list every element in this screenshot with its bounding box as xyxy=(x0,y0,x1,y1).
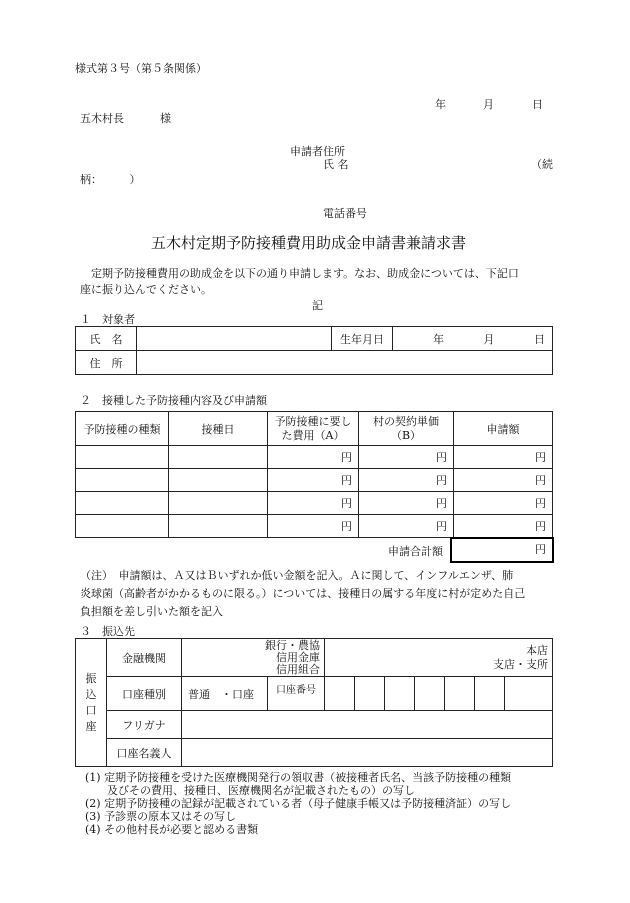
dob-day: 日 xyxy=(534,332,545,346)
account-digit-cell[interactable] xyxy=(415,677,445,711)
branch-type-2: 支店・支所 xyxy=(493,657,548,671)
table-row xyxy=(76,515,553,538)
furigana-field[interactable] xyxy=(182,711,553,739)
subject-name-label: 氏 名 xyxy=(76,327,137,351)
date-month-label: 月 xyxy=(483,98,494,111)
phone-label: 電話番号 xyxy=(323,207,367,220)
vaccination-date-cell[interactable] xyxy=(169,492,268,515)
attachment-2: (2) 定期予防接種の記録が記載されている者（母子健康手帳又は予防接種済証）の写し xyxy=(85,797,512,810)
table-row xyxy=(76,446,553,469)
bank-type-3: 信用組合 xyxy=(276,662,320,676)
attachment-1: (1) 定期予防接種を受けた医療機関発行の領収書（被接種者氏名、当該予防接種の種類 xyxy=(85,771,512,784)
vaccination-date-cell[interactable] xyxy=(169,469,268,492)
vaccine-type-cell[interactable] xyxy=(76,515,169,538)
vaccination-table xyxy=(75,411,553,538)
branch-type-1: 本店 xyxy=(526,643,548,657)
table-row xyxy=(76,492,553,515)
date-year-label: 年 xyxy=(435,98,446,111)
subject-name-field[interactable] xyxy=(137,327,332,351)
vaccination-date-cell[interactable] xyxy=(169,515,268,538)
page-title: 五木村定期予防接種費用助成金申請書兼請求書 xyxy=(151,234,467,252)
claim-amount-cell[interactable]: 円 xyxy=(454,515,553,538)
unit-price-b-cell[interactable]: 円 xyxy=(359,469,454,492)
subject-address-label: 住 所 xyxy=(76,351,137,375)
cost-a-cell[interactable]: 円 xyxy=(268,515,359,538)
transfer-account-side-label xyxy=(76,639,107,767)
side-char-3: 口 xyxy=(85,703,97,717)
account-digit-cell[interactable] xyxy=(475,677,505,711)
dob-year: 年 xyxy=(433,332,444,346)
account-number-label: 口座番号 xyxy=(268,677,325,711)
side-char-4: 座 xyxy=(85,719,97,733)
note-line-3: 負担額を差し引いた額を記入 xyxy=(80,605,223,618)
attachment-4: (4) その他村長が必要と認める書類 xyxy=(85,823,259,836)
total-yen: 円 xyxy=(535,543,546,556)
header-vaccination-date: 接種日 xyxy=(169,412,268,446)
ki-label: 記 xyxy=(312,299,323,312)
branch-name-field[interactable] xyxy=(325,639,553,677)
header-unit-price-b xyxy=(359,412,454,446)
account-digit-cell[interactable] xyxy=(385,677,415,711)
dob-month: 月 xyxy=(483,332,495,346)
vaccine-type-cell[interactable] xyxy=(76,446,169,469)
claim-amount-cell[interactable]: 円 xyxy=(454,446,553,469)
unit-price-b-cell[interactable]: 円 xyxy=(359,446,454,469)
intro-line-1: 定期予防接種費用の助成金を以下の通り申請します。なお、助成金については、下記口 xyxy=(91,267,519,280)
account-type-value[interactable]: 普通 ・口座 xyxy=(182,677,268,711)
subject-table xyxy=(75,326,553,375)
section1-heading: １ 対象者 xyxy=(80,313,135,326)
claim-amount-cell[interactable]: 円 xyxy=(454,469,553,492)
table-row xyxy=(76,469,553,492)
header-vaccine-type: 予防接種の種類 xyxy=(76,412,169,446)
vaccine-type-cell[interactable] xyxy=(76,492,169,515)
account-type-label: 口座種別 xyxy=(107,677,182,711)
relation-close: 柄： ） xyxy=(80,173,141,186)
addressee-name: 五木村長 xyxy=(80,112,124,125)
side-char-1: 振 xyxy=(85,671,97,685)
total-amount-field[interactable] xyxy=(450,537,554,563)
dob-label: 生年月日 xyxy=(332,327,393,351)
dob-field[interactable] xyxy=(393,327,553,351)
claim-amount-cell[interactable]: 円 xyxy=(454,492,553,515)
unit-price-b-cell[interactable]: 円 xyxy=(359,515,454,538)
account-digit-cell[interactable] xyxy=(505,677,553,711)
account-holder-field[interactable] xyxy=(182,739,553,767)
header-unit-price-b-line1: 村の契約単価 xyxy=(373,414,439,428)
account-digit-cell[interactable] xyxy=(355,677,385,711)
header-unit-price-b-line2: （B） xyxy=(390,428,422,442)
total-label: 申請合計額 xyxy=(388,545,443,558)
note-line-2: 炎球菌（高齢者がかかるものに限る。）については、接種日の属する年度に村が定めた自己 xyxy=(80,587,526,600)
account-digit-cell[interactable] xyxy=(445,677,475,711)
relation-open: （続 xyxy=(531,158,553,171)
form-number: 様式第３号（第５条関係） xyxy=(75,62,207,75)
applicant-address-label: 申請者住所 xyxy=(290,145,345,158)
note-line-1: （注） 申請額は、Ａ又はＢいずれか低い金額を記入。Ａに関して、インフルエンザ、肺 xyxy=(80,569,514,582)
applicant-name-label: 氏 名 xyxy=(323,158,349,171)
vaccination-date-cell[interactable] xyxy=(169,446,268,469)
institution-label: 金融機関 xyxy=(107,639,182,677)
side-char-2: 込 xyxy=(85,687,97,701)
subject-address-field[interactable] xyxy=(137,351,553,375)
vaccine-type-cell[interactable] xyxy=(76,469,169,492)
attachment-3: (3) 予診票の原本又はその写し xyxy=(85,810,237,823)
bank-type-1: 銀行・農協 xyxy=(265,638,320,652)
header-cost-a-line2: た費用（A） xyxy=(281,428,345,442)
unit-price-b-cell[interactable]: 円 xyxy=(359,492,454,515)
bank-table xyxy=(75,638,553,767)
bank-type-2: 信用金庫 xyxy=(276,650,320,664)
header-cost-a xyxy=(268,412,359,446)
cost-a-cell[interactable]: 円 xyxy=(268,469,359,492)
section2-heading: ２ 接種した予防接種内容及び申請額 xyxy=(80,394,267,407)
section3-heading: ３ 振込先 xyxy=(80,625,135,638)
cost-a-cell[interactable]: 円 xyxy=(268,446,359,469)
account-digit-cell[interactable] xyxy=(325,677,355,711)
addressee-honorific: 様 xyxy=(160,112,171,125)
header-claim-amount: 申請額 xyxy=(454,412,553,446)
intro-line-2: 座に振り込んでください。 xyxy=(80,283,212,296)
header-cost-a-line1: 予防接種に要し xyxy=(274,414,352,428)
furigana-label: フリガナ xyxy=(107,711,182,739)
bank-name-field[interactable] xyxy=(182,639,325,677)
attachment-1-cont: 及びその費用、接種日、医療機関名が記載されたもの）の写し xyxy=(85,784,415,797)
date-day-label: 日 xyxy=(532,98,543,111)
account-holder-label: 口座名義人 xyxy=(107,739,182,767)
cost-a-cell[interactable]: 円 xyxy=(268,492,359,515)
